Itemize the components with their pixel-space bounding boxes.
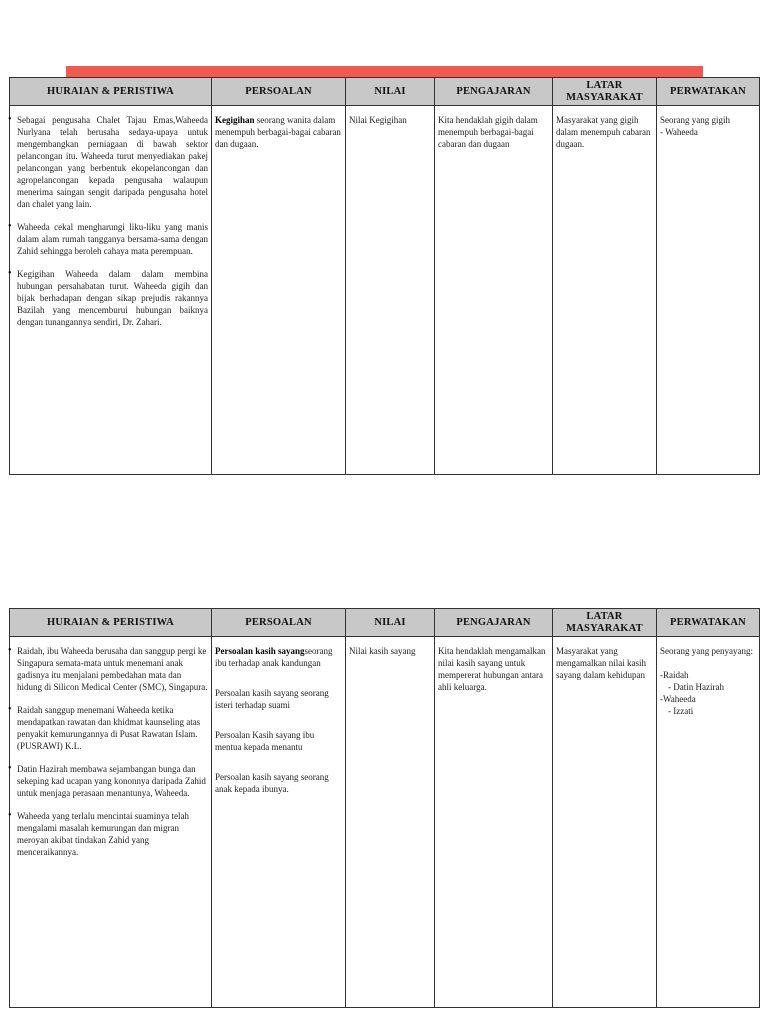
header-latar-line1: LATAR bbox=[586, 610, 623, 622]
header-row bbox=[10, 609, 760, 637]
list-item: • Sebagai pengusaha Chalet Tajau Emas,Waheeda Nurlyana telah berusaha sedaya-upaya untuk mengembangkan perniagaan di bawah sektor pelancongan itu. Waheeda turut menyediakan pakej pelancongan yang berbentuk ekopelancongan dan agropelancongan kepada pengusaha walaupun menerima saingan sengit daripada pengusaha hotel dan chalet yang lain. bbox=[17, 114, 208, 210]
cell-perwatakan bbox=[657, 106, 760, 475]
cell-persoalan bbox=[212, 106, 346, 475]
header-huraian: HURAIAN & PERISTIWA bbox=[10, 78, 212, 106]
perwatakan-desc: Seorang yang penyayang: bbox=[660, 646, 753, 656]
header-latar bbox=[553, 609, 657, 637]
table-row bbox=[10, 106, 760, 475]
header-latar-line2: MASYARAKAT bbox=[566, 91, 643, 103]
header-persoalan: PERSOALAN bbox=[212, 78, 346, 106]
list-item: • Kegigihan Waheeda dalam dalam membina hubungan persahabatan turut. Waheeda gigih dan bijak berhadapan dengan sikap prejudis rakannya Bazilah yang mencemburui hubungan baiknya dengan tunangannya sendiri, Dr. Zahari. bbox=[17, 268, 208, 328]
persoalan-item bbox=[215, 645, 342, 669]
perwatakan-name: - Izzati bbox=[668, 706, 694, 716]
perwatakan-name: -Raidah bbox=[660, 670, 689, 680]
cell-huraian bbox=[10, 106, 212, 475]
header-nilai: NILAI bbox=[346, 609, 435, 637]
table-row bbox=[10, 637, 760, 1008]
header-perwatakan: PERWATAKAN bbox=[657, 609, 760, 637]
list-item: • Waheeda cekal mengharungi liku-liku yang manis dalam alam rumah tangganya bersama-sama dengan Zahid sehingga beroleh cahaya mata perempuan. bbox=[17, 221, 208, 257]
cell-pengajaran: Kita hendaklah gigih dalam menempuh berbagai-bagai cabaran dan dugaan bbox=[435, 106, 553, 475]
cell-latar: Masyarakat yang gigih dalam menempuh cabaran dugaan. bbox=[553, 106, 657, 475]
header-pengajaran: PENGAJARAN bbox=[435, 609, 553, 637]
list-item: • Datin Hazirah membawa sejambangan bunga dan sekeping kad ucapan yang kononnya daripada Zahid untuk menjaga perasaan menantunya, Waheeda. bbox=[17, 763, 208, 799]
perwatakan-name: -Waheeda bbox=[660, 694, 696, 704]
list-item: • Waheeda yang terlalu mencintai suaminya telah mengalami masalah kemurungan dan migran meroyan akibat tindakan Zahid yang menceraikannya. bbox=[17, 810, 208, 858]
persoalan-text: seorang wanita dalam menempuh berbagai-bagai cabaran dan dugaan. bbox=[215, 115, 341, 149]
cell-persoalan bbox=[212, 637, 346, 1008]
persoalan-item: Persoalan Kasih sayang ibu mentua kepada menantu bbox=[215, 730, 315, 752]
list-item: • Raidah, ibu Waheeda berusaha dan sanggup pergi ke Singapura semata-mata untuk menemani anak gadisnya itu menjalani pembedahan mata dan hidung di Silicon Medical Center (SMC), Singapura. bbox=[17, 645, 208, 693]
persoalan-keyword: Kegigihan bbox=[215, 115, 255, 125]
header-perwatakan: PERWATAKAN bbox=[657, 78, 760, 106]
cell-huraian bbox=[10, 637, 212, 1008]
persoalan-keyword: Persoalan kasih sayang bbox=[215, 646, 305, 656]
perwatakan-name: - Waheeda bbox=[660, 127, 698, 137]
cell-latar: Masyarakat yang mengamalkan nilai kasih sayang dalam kehidupan bbox=[553, 637, 657, 1008]
header-latar bbox=[553, 78, 657, 106]
perwatakan-desc: Seorang yang gigih bbox=[660, 115, 730, 125]
persoalan-text: seorang ibu terhadap anak kandungan bbox=[215, 646, 333, 668]
header-row bbox=[10, 78, 760, 106]
header-persoalan: PERSOALAN bbox=[212, 609, 346, 637]
cell-perwatakan bbox=[657, 637, 760, 1008]
table-kegigihan bbox=[9, 77, 760, 475]
header-latar-line1: LATAR bbox=[586, 79, 623, 91]
cell-nilai: Nilai Kegigihan bbox=[346, 106, 435, 475]
cell-nilai: Nilai kasih sayang bbox=[346, 637, 435, 1008]
header-pengajaran: PENGAJARAN bbox=[435, 78, 553, 106]
list-item: • Raidah sanggup menemani Waheeda ketika mendapatkan rawatan dan khidmat kaunseling atas penyakit kemurungannya di Pusat Rawatan Islam. (PUSRAWI) K.L. bbox=[17, 704, 208, 752]
persoalan-item: Persoalan kasih sayang seorang isteri terhadap suami bbox=[215, 688, 329, 710]
perwatakan-name: - Datin Hazirah bbox=[668, 682, 724, 692]
cell-pengajaran: Kita hendaklah mengamalkan nilai kasih sayang untuk mempererat hubungan antara ahli keluarga. bbox=[435, 637, 553, 1008]
header-nilai: NILAI bbox=[346, 78, 435, 106]
red-accent-bar bbox=[66, 66, 703, 77]
table-kasih-sayang bbox=[9, 608, 760, 1008]
persoalan-item: Persoalan kasih sayang seorang anak kepada ibunya. bbox=[215, 772, 329, 794]
header-latar-line2: MASYARAKAT bbox=[566, 622, 643, 634]
header-huraian: HURAIAN & PERISTIWA bbox=[10, 609, 212, 637]
